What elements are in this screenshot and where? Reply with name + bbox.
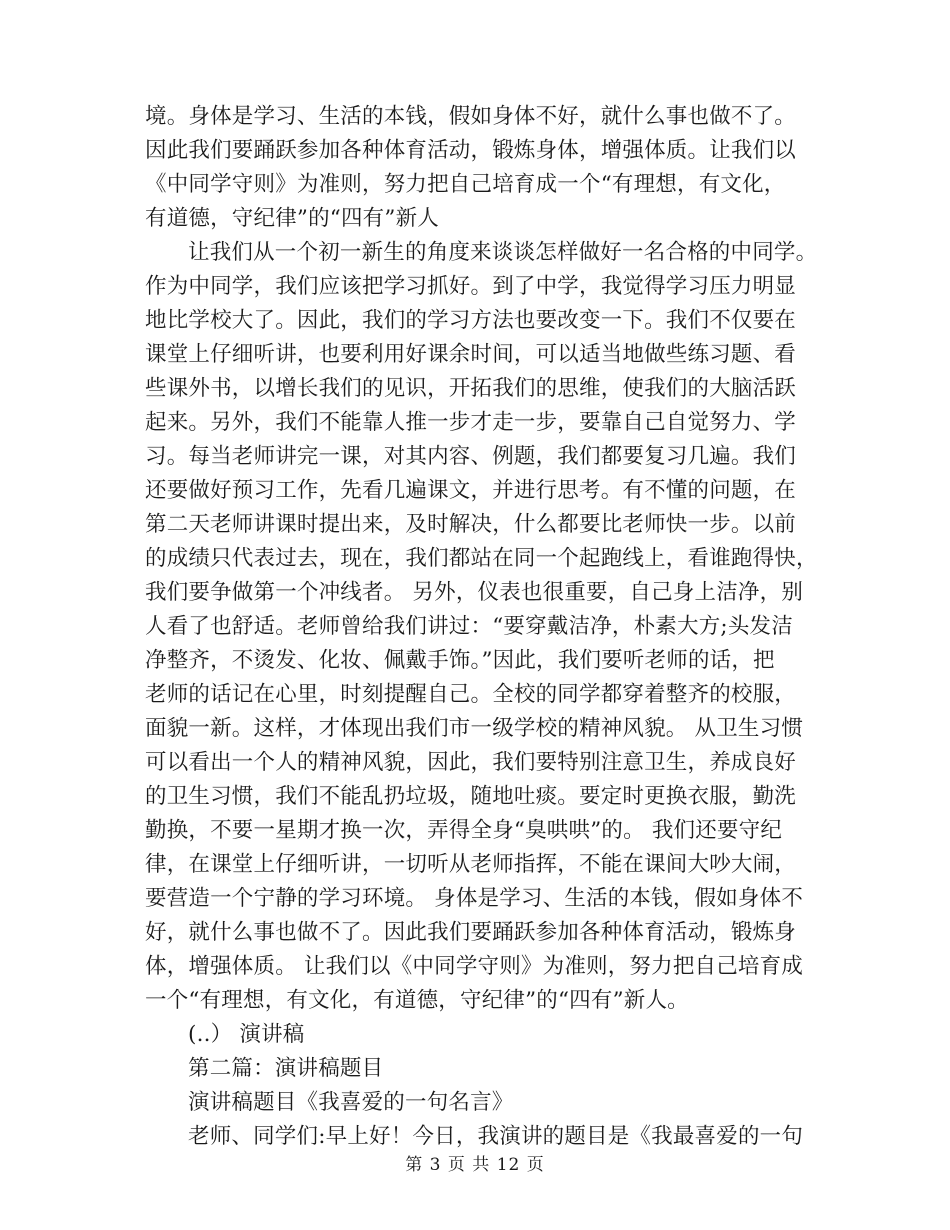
text-line: 一个“有理想，有文化，有道德，守纪律”的“四有”新人。: [145, 988, 689, 1013]
text-line: 第二篇：演讲稿题目: [188, 1056, 384, 1081]
text-line: 有道德，守纪律”的“四有”新人: [145, 206, 439, 231]
text-line: 些课外书，以增长我们的见识，开拓我们的思维，使我们的大脑活跃: [145, 376, 797, 401]
text-line: 起来。另外，我们不能靠人推一步才走一步，要靠自己自觉努力、学: [145, 410, 797, 435]
text-line: 《中同学守则》为准则，努力把自己培育成一个“有理想，有文化，: [145, 172, 786, 197]
text-line: 的卫生习惯，我们不能乱扔垃圾，随地吐痰。要定时更换衣服，勤洗: [145, 784, 797, 809]
text-line: 第二天老师讲课时提出来，及时解决，什么都要比老师快一步。以前: [145, 512, 797, 537]
text-line: 习。每当老师讲完一课，对其内容、例题，我们都要复习几遍。我们: [145, 444, 797, 469]
text-line: 课堂上仔细听讲，也要利用好课余时间，可以适当地做些练习题、看: [145, 342, 797, 367]
text-line: 境。身体是学习、生活的本钱，假如身体不好，就什么事也做不了。: [145, 104, 797, 129]
text-line: 勤换，不要一星期才换一次，弄得全身“臭哄哄”的。 我们还要守纪: [145, 818, 783, 843]
text-line: 老师的话记在心里，时刻提醒自己。全校的同学都穿着整齐的校服，: [145, 682, 797, 707]
text-line: 因此我们要踊跃参加各种体育活动，锻炼身体，增强体质。让我们以: [145, 138, 797, 163]
text-line: 律，在课堂上仔细听讲，一切听从老师指挥，不能在课间大吵大闹，: [145, 852, 797, 877]
text-line: 演讲稿题目《我喜爱的一句名言》: [188, 1090, 514, 1115]
text-line: 作为中同学，我们应该把学习抓好。到了中学，我觉得学习压力明显: [145, 274, 797, 299]
text-line: 还要做好预习工作，先看几遍课文，并进行思考。有不懂的问题，在: [145, 478, 797, 503]
page-footer: 第 3 页 共 12 页: [405, 1155, 545, 1175]
body-text: [145, 100, 825, 1154]
text-line: (..） 演讲稿: [188, 1022, 305, 1047]
text-line: 我们要争做第一个冲线者。 另外，仪表也很重要，自己身上洁净，别: [145, 580, 804, 605]
text-line: 面貌一新。这样，才体现出我们市一级学校的精神风貌。 从卫生习惯: [145, 716, 804, 741]
text-line: 可以看出一个人的精神风貌，因此，我们要特别注意卫生，养成良好: [145, 750, 797, 775]
text-line: 体，增强体质。 让我们以《中同学守则》为准则，努力把自己培育成: [145, 954, 804, 979]
text-line: 好，就什么事也做不了。因此我们要踊跃参加各种体育活动，锻炼身: [145, 920, 797, 945]
text-line: 地比学校大了。因此，我们的学习方法也要改变一下。我们不仅要在: [145, 308, 797, 333]
text-line: 人看了也舒适。老师曾给我们讲过：“要穿戴洁净，朴素大方;头发洁: [145, 614, 793, 639]
text-line: 净整齐，不烫发、化妆、佩戴手饰。”因此，我们要听老师的话，把: [145, 648, 775, 673]
text-line: 的成绩只代表过去，现在，我们都站在同一个起跑线上，看谁跑得快，: [145, 546, 818, 571]
text-line: 要营造一个宁静的学习环境。 身体是学习、生活的本钱，假如身体不: [145, 886, 804, 911]
text-line: 让我们从一个初一新生的角度来谈谈怎样做好一名合格的中同学。: [188, 240, 818, 265]
text-line: 老师、同学们:早上好！今日，我演讲的题目是《我最喜爱的一句: [188, 1124, 804, 1149]
